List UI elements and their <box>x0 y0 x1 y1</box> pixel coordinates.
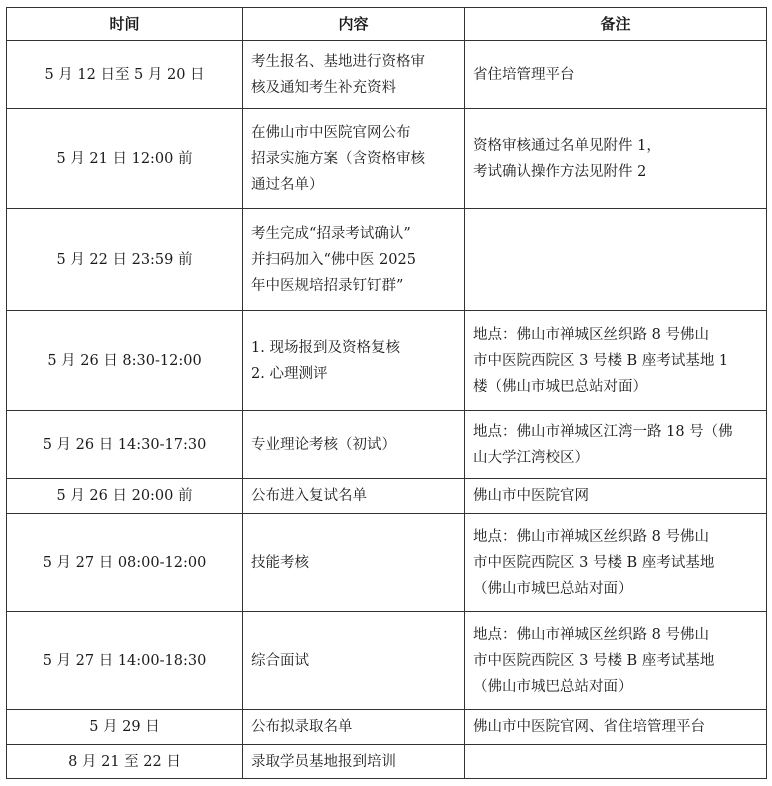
cell-note <box>465 209 767 311</box>
table-row <box>7 612 767 710</box>
cell-time: 5 月 12 日至 5 月 20 日 <box>7 41 243 109</box>
cell-time: 5 月 27 日 08:00-12:00 <box>7 514 243 612</box>
cell-time: 5 月 29 日 <box>7 710 243 745</box>
header-content: 内容 <box>243 8 465 41</box>
cell-time: 5 月 26 日 8:30-12:00 <box>7 311 243 411</box>
table-row <box>7 479 767 514</box>
cell-content: 录取学员基地报到培训 <box>243 745 465 779</box>
cell-time: 5 月 27 日 14:00-18:30 <box>7 612 243 710</box>
table-header-row <box>7 8 767 41</box>
table-row <box>7 411 767 479</box>
cell-note: 地点：佛山市禅城区丝织路 8 号佛山 市中医院西院区 3 号楼 B 座考试基地 （佛山市城巴总站对面） <box>465 612 767 710</box>
cell-note: 地点：佛山市禅城区丝织路 8 号佛山 市中医院西院区 3 号楼 B 座考试基地 1 楼（佛山市城巴总站对面） <box>465 311 767 411</box>
cell-content: 专业理论考核（初试） <box>243 411 465 479</box>
table-row <box>7 514 767 612</box>
cell-time: 5 月 26 日 20:00 前 <box>7 479 243 514</box>
cell-note: 佛山市中医院官网、省住培管理平台 <box>465 710 767 745</box>
cell-note: 地点：佛山市禅城区丝织路 8 号佛山 市中医院西院区 3 号楼 B 座考试基地 （佛山市城巴总站对面） <box>465 514 767 612</box>
table-row <box>7 41 767 109</box>
cell-content: 公布拟录取名单 <box>243 710 465 745</box>
cell-time: 5 月 21 日 12:00 前 <box>7 109 243 209</box>
cell-time: 5 月 22 日 23:59 前 <box>7 209 243 311</box>
table-row <box>7 209 767 311</box>
table-row <box>7 745 767 779</box>
schedule-table <box>6 7 767 779</box>
cell-content: 在佛山市中医院官网公布 招录实施方案（含资格审核 通过名单） <box>243 109 465 209</box>
cell-content: 技能考核 <box>243 514 465 612</box>
cell-content: 考生完成“招录考试确认” 并扫码加入“佛中医 2025 年中医规培招录钉钉群” <box>243 209 465 311</box>
table-row <box>7 311 767 411</box>
cell-note <box>465 745 767 779</box>
cell-time: 8 月 21 至 22 日 <box>7 745 243 779</box>
cell-content: 1. 现场报到及资格复核 2. 心理测评 <box>243 311 465 411</box>
header-note: 备注 <box>465 8 767 41</box>
table-row <box>7 109 767 209</box>
cell-note: 资格审核通过名单见附件 1， 考试确认操作方法见附件 2 <box>465 109 767 209</box>
cell-time: 5 月 26 日 14:30-17:30 <box>7 411 243 479</box>
cell-note: 地点：佛山市禅城区江湾一路 18 号（佛 山大学江湾校区） <box>465 411 767 479</box>
cell-content: 综合面试 <box>243 612 465 710</box>
cell-content: 考生报名、基地进行资格审 核及通知考生补充资料 <box>243 41 465 109</box>
cell-content: 公布进入复试名单 <box>243 479 465 514</box>
cell-note: 省住培管理平台 <box>465 41 767 109</box>
cell-note: 佛山市中医院官网 <box>465 479 767 514</box>
header-time: 时间 <box>7 8 243 41</box>
table-row <box>7 710 767 745</box>
